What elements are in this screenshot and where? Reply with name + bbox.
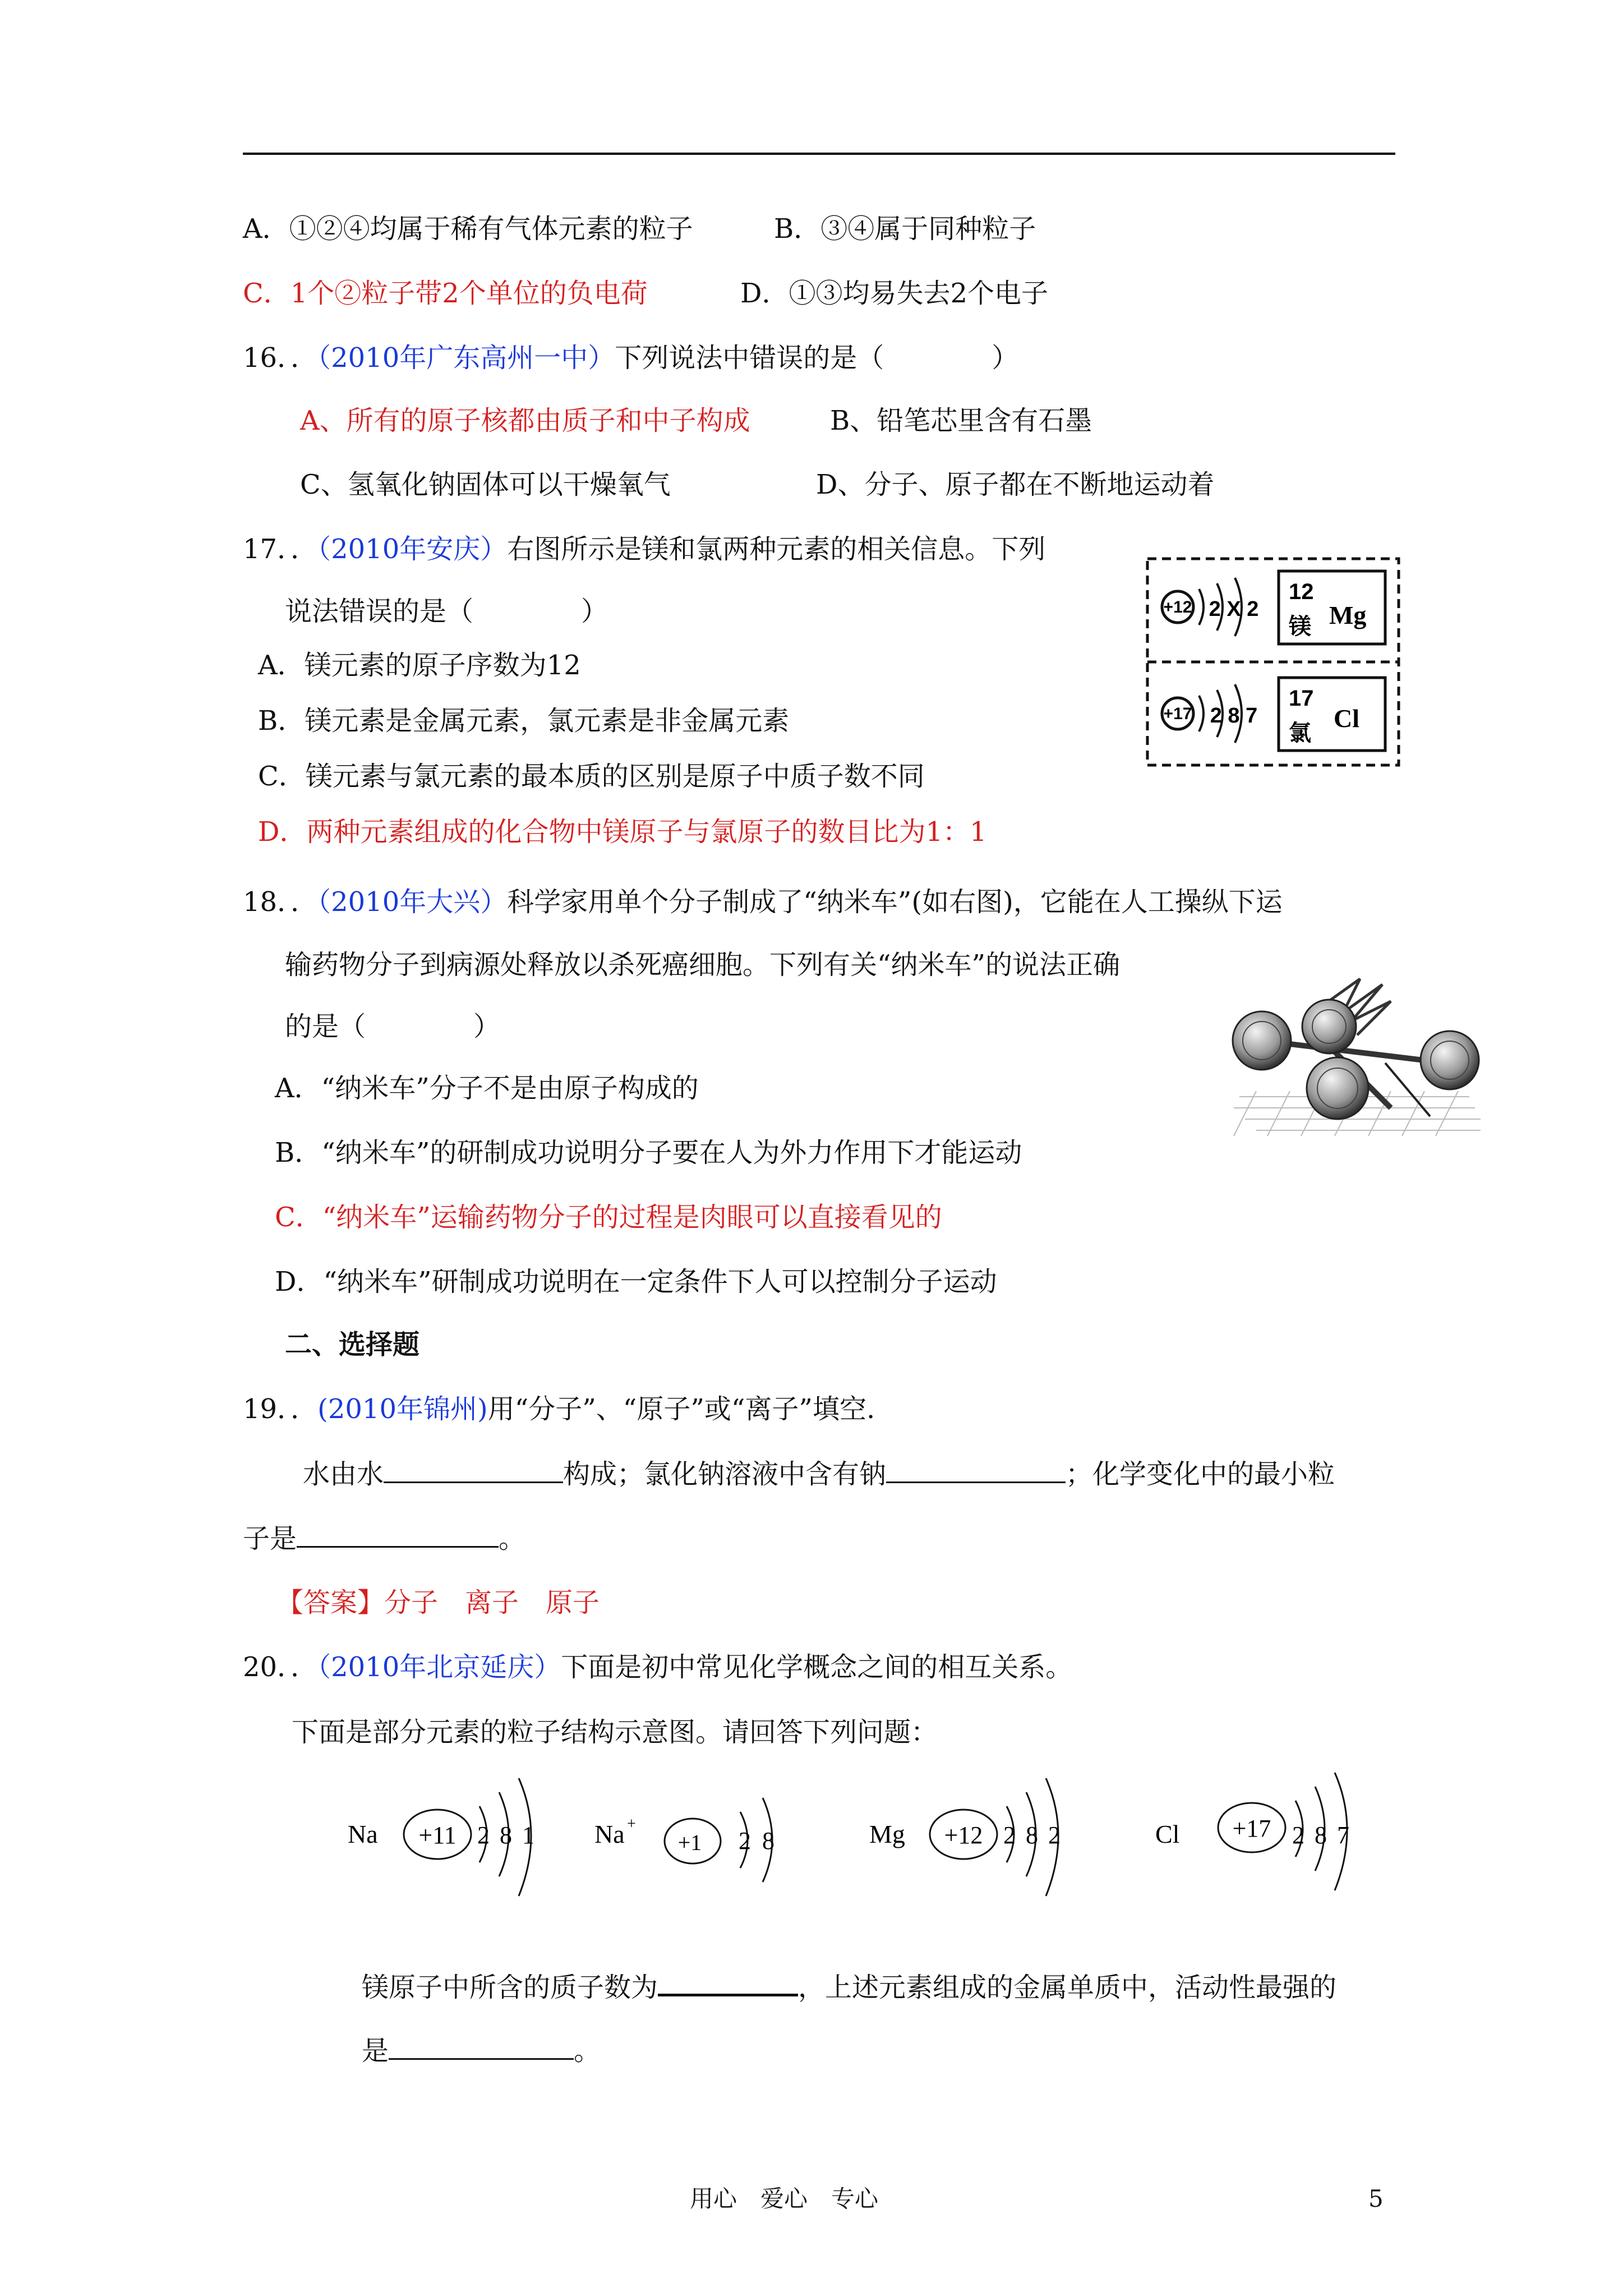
section-2-title: 二、选择题 <box>285 1329 420 1360</box>
na-ion-diagram <box>594 1798 774 1882</box>
header-rule <box>243 153 1395 155</box>
q15-option-c: C．1个②粒子带2个单位的负电荷 <box>243 278 648 309</box>
answer-tag: 【答案】 <box>276 1587 385 1618</box>
q16-stem: 16．．（2010年广东高州一中）下列说法中错误的是（ ） <box>243 342 1019 374</box>
q15-option-b: B．③④属于同种粒子 <box>774 213 1036 245</box>
mg-shell-1: 2 <box>1003 1821 1016 1849</box>
nano-car-image <box>1223 968 1486 1142</box>
q17-source: （2010年安庆） <box>317 533 508 565</box>
mg-symbol: Mg <box>1329 601 1367 629</box>
na-ion-shell-2: 8 <box>762 1827 774 1855</box>
cl-shell-2: 8 <box>1315 1821 1327 1849</box>
na-shell-3: 1 <box>522 1821 534 1849</box>
particle-structure-diagrams <box>336 1745 1402 1918</box>
mg-shell-2: 8 <box>1026 1821 1038 1849</box>
mg-name: 镁 <box>1289 613 1311 639</box>
cl-name: 氯 <box>1289 720 1311 746</box>
na-atom-diagram <box>348 1778 534 1896</box>
na-ion-charge: + <box>627 1815 636 1833</box>
q20-fill-line-2: 是 。 <box>362 2033 601 2068</box>
mg-nucleus-value: +12 <box>944 1821 983 1849</box>
q17-option-c: C．镁元素与氯元素的最本质的区别是原子中质子数不同 <box>258 761 925 792</box>
q16-option-a: A、所有的原子核都由质子和中子构成 <box>300 405 750 436</box>
q18-stem: 18．．（2010年大兴）科学家用单个分子制成了“纳米车”(如右图)，它能在人工操纵下运 <box>243 886 1283 918</box>
na-nucleus: +11 <box>418 1821 457 1849</box>
na-ion-label: Na <box>594 1820 625 1848</box>
na-shell-1: 2 <box>477 1821 490 1849</box>
na-shell-2: 8 <box>500 1821 512 1849</box>
cl-shells: 2 8 7 <box>1210 704 1258 728</box>
q19-fill-line-2: 子是 。 <box>243 1521 525 1556</box>
mg-shells: 2 X 2 <box>1209 597 1259 621</box>
q15-option-a: A．①②④均属于稀有气体元素的粒子 <box>243 213 693 245</box>
q19-source: (2010年锦州) <box>317 1393 488 1425</box>
mg-cl-info-figure <box>1144 555 1402 769</box>
q17-option-a: A．镁元素的原子序数为12 <box>258 650 581 681</box>
q18-stem-cont: 输药物分子到病源处释放以杀死癌细胞。下列有关“纳米车”的说法正确 <box>285 949 1121 981</box>
q16-option-c: C、氢氧化钠固体可以干燥氧气 <box>300 469 671 500</box>
mg-atomic-number: 12 <box>1289 579 1314 604</box>
q19-blank-1[interactable] <box>384 1457 563 1483</box>
cl-shell-1: 2 <box>1292 1821 1304 1849</box>
q19-answer: 【答案】分子 离子 原子 <box>276 1587 600 1618</box>
cl-nucleus-value: +17 <box>1232 1815 1271 1842</box>
q16-source: （2010年广东高州一中） <box>317 342 615 374</box>
page-number: 5 <box>1368 2185 1384 2212</box>
q18-option-b: B．“纳米车”的研制成功说明分子要在人为外力作用下才能运动 <box>275 1137 1022 1168</box>
q18-stem-end: 的是（ ） <box>285 1011 501 1042</box>
na-label: Na <box>348 1820 378 1848</box>
cl-atomic-number: 17 <box>1289 686 1314 711</box>
cl-symbol: Cl <box>1334 704 1359 733</box>
cl-label: Cl <box>1155 1820 1180 1848</box>
mg-label: Mg <box>869 1820 905 1848</box>
q16-option-b: B、铅笔芯里含有石墨 <box>830 405 1092 436</box>
q17-option-d: D．两种元素组成的化合物中镁原子与氯原子的数目比为1：1 <box>258 816 987 848</box>
q17-stem-cont: 说法错误的是（ ） <box>285 596 608 627</box>
q19-blank-3[interactable] <box>297 1521 499 1548</box>
na-ion-shell-1: 2 <box>739 1827 751 1855</box>
na-ion-nucleus: +1 <box>677 1830 702 1855</box>
q20-source: （2010年北京延庆） <box>317 1651 561 1683</box>
mg-shell-3: 2 <box>1048 1821 1061 1849</box>
q18-source: （2010年大兴） <box>317 886 508 918</box>
q18-option-c: C．“纳米车”运输药物分子的过程是肉眼可以直接看见的 <box>275 1202 942 1233</box>
cl-atom-diagram <box>1155 1773 1349 1890</box>
mg-nucleus-label: +12 <box>1163 598 1192 616</box>
q20-sub-stem: 下面是部分元素的粒子结构示意图。请回答下列问题： <box>292 1717 938 1748</box>
q17-stem: 17．．（2010年安庆）右图所示是镁和氯两种元素的相关信息。下列 <box>243 533 1046 565</box>
q20-fill-line-1: 镁原子中所含的质子数为 ，上述元素组成的金属单质中，活动性最强的 <box>362 1969 1336 2004</box>
q15-option-d: D．①③均易失去2个电子 <box>740 278 1049 309</box>
footer-motto: 用心 爱心 专心 <box>690 2185 879 2212</box>
q20-blank-1[interactable] <box>658 1969 798 1996</box>
q20-stem: 20．．（2010年北京延庆）下面是初中常见化学概念之间的相互关系。 <box>243 1651 1073 1683</box>
q19-stem: 19．．(2010年锦州)用“分子”、“原子”或“离子”填空. <box>243 1393 875 1425</box>
q20-blank-2[interactable] <box>389 2033 574 2060</box>
cl-nucleus-label: +17 <box>1163 705 1192 723</box>
q16-option-d: D、分子、原子都在不断地运动着 <box>816 469 1215 500</box>
q19-fill-line-1: 水由水 构成；氯化钠溶液中含有钠 ；化学变化中的最小粒 <box>303 1457 1335 1491</box>
q18-option-a: A．“纳米车”分子不是由原子构成的 <box>275 1073 699 1104</box>
q18-option-d: D．“纳米车”研制成功说明在一定条件下人可以控制分子运动 <box>275 1266 997 1297</box>
mg-atom-diagram <box>869 1778 1061 1896</box>
q19-blank-2[interactable] <box>886 1457 1066 1483</box>
cl-shell-3: 7 <box>1337 1821 1349 1849</box>
q17-option-b: B．镁元素是金属元素，氯元素是非金属元素 <box>258 705 790 737</box>
